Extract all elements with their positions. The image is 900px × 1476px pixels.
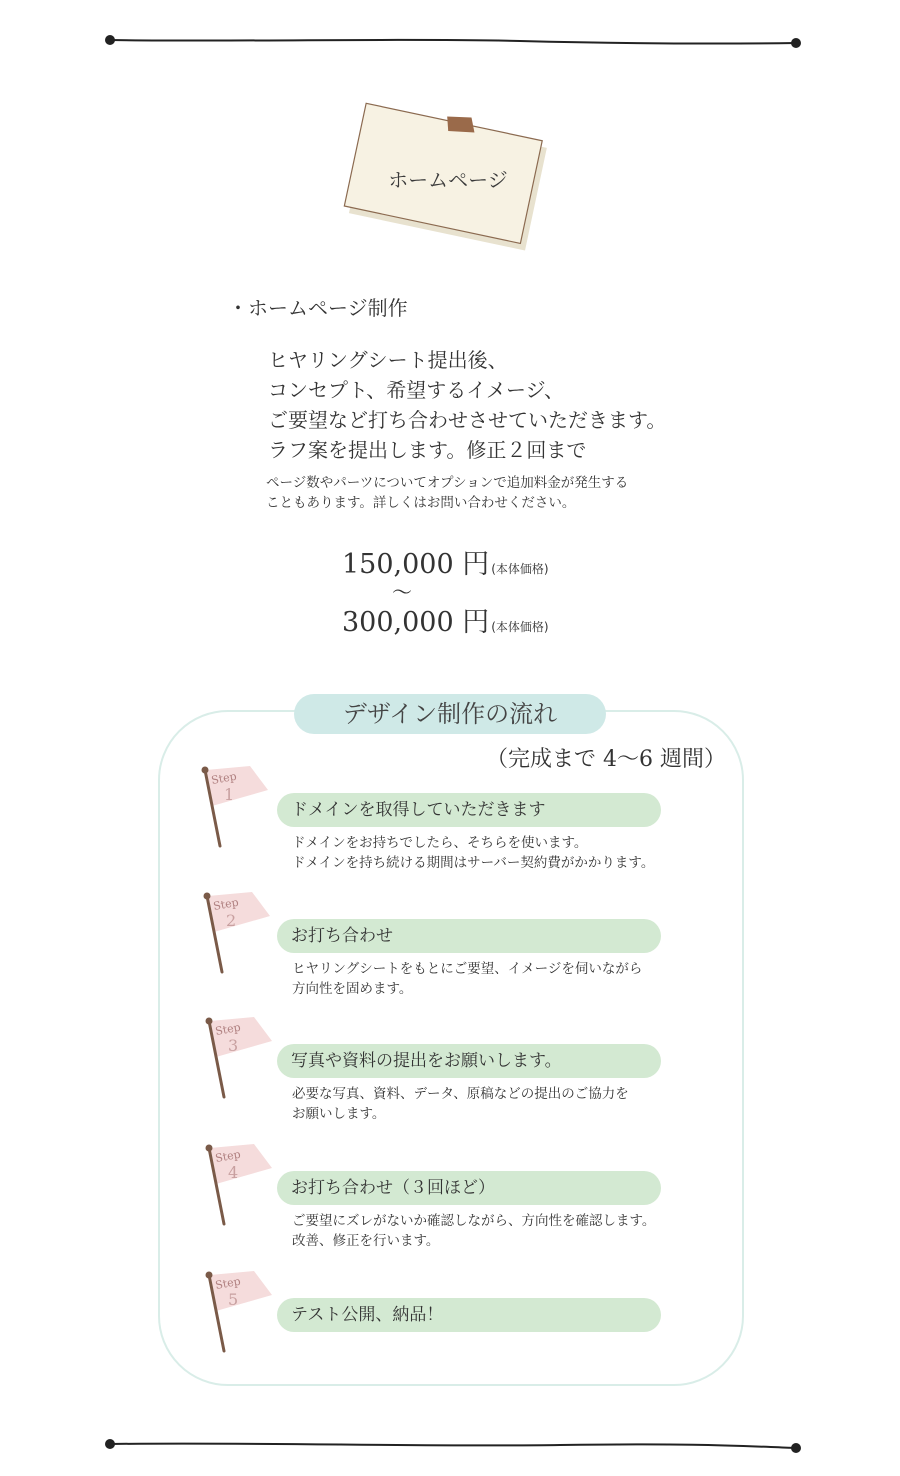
note-line: ページ数やパーツについてオプションで追加料金が発生する (266, 475, 629, 491)
step-description: 必要な写真、資料、データ、原稿などの提出のご協力を (292, 1086, 629, 1102)
flow-title: デザイン制作の流れ (294, 694, 606, 734)
homepage-card (338, 100, 558, 265)
step-flag-icon (200, 890, 280, 980)
step-number: 2 (226, 911, 237, 930)
step-number: 5 (228, 1290, 239, 1309)
note-line: こともあります。詳しくはお問い合わせください。 (266, 495, 576, 511)
step-description: 方向性を固めます。 (292, 981, 413, 997)
step-word: Step (214, 1020, 242, 1038)
bottom-divider (0, 1432, 900, 1462)
section-heading: ・ホームページ制作 (228, 296, 408, 320)
section-body (268, 345, 666, 465)
step-description: ドメインをお持ちでしたら、そちらを使います。 (292, 835, 588, 851)
step-flag-icon (202, 1142, 282, 1232)
step-word: Step (212, 895, 240, 913)
step-title: お打ち合わせ (277, 919, 661, 953)
step-title: ドメインを取得していただきます (277, 793, 661, 827)
step-description: 改善、修正を行います。 (292, 1233, 440, 1249)
step-flag-icon (202, 1015, 282, 1105)
step-number: 1 (224, 785, 235, 804)
body-line: コンセプト、希望するイメージ、 (268, 378, 564, 402)
step-description: ご要望にズレがないか確認しながら、方向性を確認します。 (292, 1213, 656, 1229)
step-title: テスト公開、納品！ (277, 1298, 661, 1332)
step-flag-icon (198, 764, 278, 854)
step-description: お願いします。 (292, 1106, 386, 1122)
body-line: ヒヤリングシート提出後、 (268, 348, 508, 372)
card-title: ホームページ (388, 168, 508, 192)
price-max (342, 600, 549, 639)
step-title: お打ち合わせ（３回ほど） (277, 1171, 661, 1205)
body-line: ラフ案を提出します。修正２回まで (268, 438, 587, 462)
section-note (266, 473, 628, 513)
top-divider (0, 28, 900, 58)
body-line: ご要望など打ち合わせさせていただきます。 (268, 408, 667, 432)
step-word: Step (214, 1274, 242, 1292)
price-tax-label: (本体価格) (491, 620, 549, 634)
step-title: 写真や資料の提出をお願いします。 (277, 1044, 661, 1078)
step-flag-icon (202, 1269, 282, 1359)
step-description: ドメインを持ち続ける期間はサーバー契約費がかかります。 (292, 855, 655, 871)
price-max-value: 300,000 円 (342, 607, 490, 638)
step-word: Step (210, 769, 238, 787)
price-min-value: 150,000 円 (342, 549, 490, 580)
price-min (342, 542, 549, 581)
flow-duration: （完成まで 4〜6 週間） (486, 747, 726, 772)
price-separator: ～ (392, 580, 412, 604)
step-number: 3 (228, 1036, 239, 1055)
step-number: 4 (228, 1163, 239, 1182)
price-tax-label: (本体価格) (491, 562, 549, 576)
step-description: ヒヤリングシートをもとにご要望、イメージを伺いながら (292, 961, 643, 977)
step-word: Step (214, 1147, 242, 1165)
